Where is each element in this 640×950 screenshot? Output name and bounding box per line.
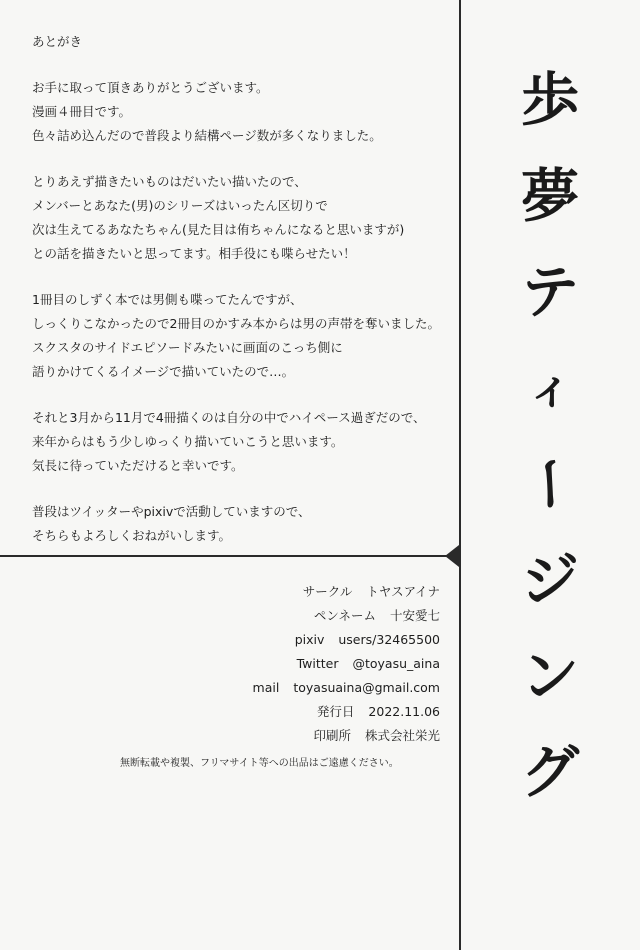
credit-label: pixiv [294, 632, 325, 647]
credit-value: users/32465500 [338, 632, 440, 647]
credit-issue-date [253, 700, 440, 724]
credit-pixiv [253, 628, 440, 652]
credits-section [253, 580, 440, 748]
afterword-line: 来年からはもう少しゆっくり描いていこうと思います。 [32, 434, 344, 449]
title-char: ジ [520, 546, 579, 614]
credit-label: サークル [302, 584, 353, 599]
afterword-line: スクスタのサイドエピソードみたいに画面のこっち側に [32, 340, 343, 355]
credit-label: 印刷所 [313, 728, 351, 743]
credit-label: mail [252, 680, 280, 695]
credit-twitter [253, 652, 440, 676]
afterword-line: それと3月から11月で4冊描くのは自分の中でハイペース過ぎだので、 [32, 410, 426, 425]
credit-value: 株式会社栄光 [364, 728, 440, 743]
reproduction-notice: 無断転載や複製、フリマサイト等への出品はご遠慮ください。 [120, 758, 399, 769]
title-char: グ [520, 738, 579, 806]
afterword-paragraph [32, 288, 452, 384]
afterword-paragraph [32, 76, 452, 148]
credit-label: 発行日 [316, 704, 355, 719]
afterword-line: とりあえず描きたいものはだいたい描いたので、 [32, 174, 307, 189]
credit-value: toyasuaina@gmail.com [293, 680, 440, 695]
afterword-paragraph [32, 500, 452, 548]
title-char: 夢 [520, 162, 579, 230]
afterword-line: 語りかけてくるイメージで描いていたので…。 [32, 364, 295, 379]
credit-mail [253, 676, 440, 700]
credit-label: ペンネーム [313, 608, 376, 623]
credit-circle [253, 580, 440, 604]
afterword-section [32, 30, 452, 570]
credit-penname [253, 604, 440, 628]
afterword-line: メンバーとあなた(男)のシリーズはいったん区切りで [32, 198, 328, 213]
afterword-line: 漫画４冊目です。 [32, 104, 132, 119]
credit-value: @toyasu_aina [352, 656, 440, 671]
credit-value: トヤスアイナ [366, 584, 440, 599]
credit-printer [253, 724, 440, 748]
credit-label: Twitter [296, 656, 339, 671]
afterword-line: お手に取って頂きありがとうございます。 [32, 80, 269, 95]
vertical-divider [459, 0, 461, 950]
afterword-line: 1冊目のしずく本では男側も喋ってたんですが、 [32, 292, 303, 307]
afterword-paragraph [32, 406, 452, 478]
afterword-line: 気長に待っていただけると幸いです。 [32, 458, 244, 473]
afterword-line: そちらもよろしくおねがいします。 [32, 528, 232, 543]
afterword-line: 普段はツイッターやpixivで活動していますので、 [32, 504, 311, 519]
afterword-line: との話を描きたいと思ってます。相手役にも喋らせたい！ [32, 246, 356, 261]
title-char: ン [520, 642, 579, 710]
title-char: テ [520, 258, 579, 326]
credit-value: 2022.11.06 [368, 704, 440, 719]
afterword-line: 色々詰め込んだので普段より結構ページ数が多くなりました。 [32, 128, 382, 143]
title-char: ー [516, 454, 584, 513]
afterword-paragraph [32, 170, 452, 266]
afterword-line: しっくりこなかったので2冊目のかすみ本からは男の声帯を奪いました。 [32, 316, 440, 331]
afterword-heading: あとがき [32, 34, 83, 49]
afterword-line: 次は生えてるあなたちゃん(見た目は侑ちゃんになると思いますが) [32, 222, 405, 237]
title-char: 歩 [520, 66, 579, 134]
title-char: ィ [527, 361, 573, 415]
credit-value: 十安愛七 [389, 608, 440, 623]
vertical-title [510, 52, 590, 820]
